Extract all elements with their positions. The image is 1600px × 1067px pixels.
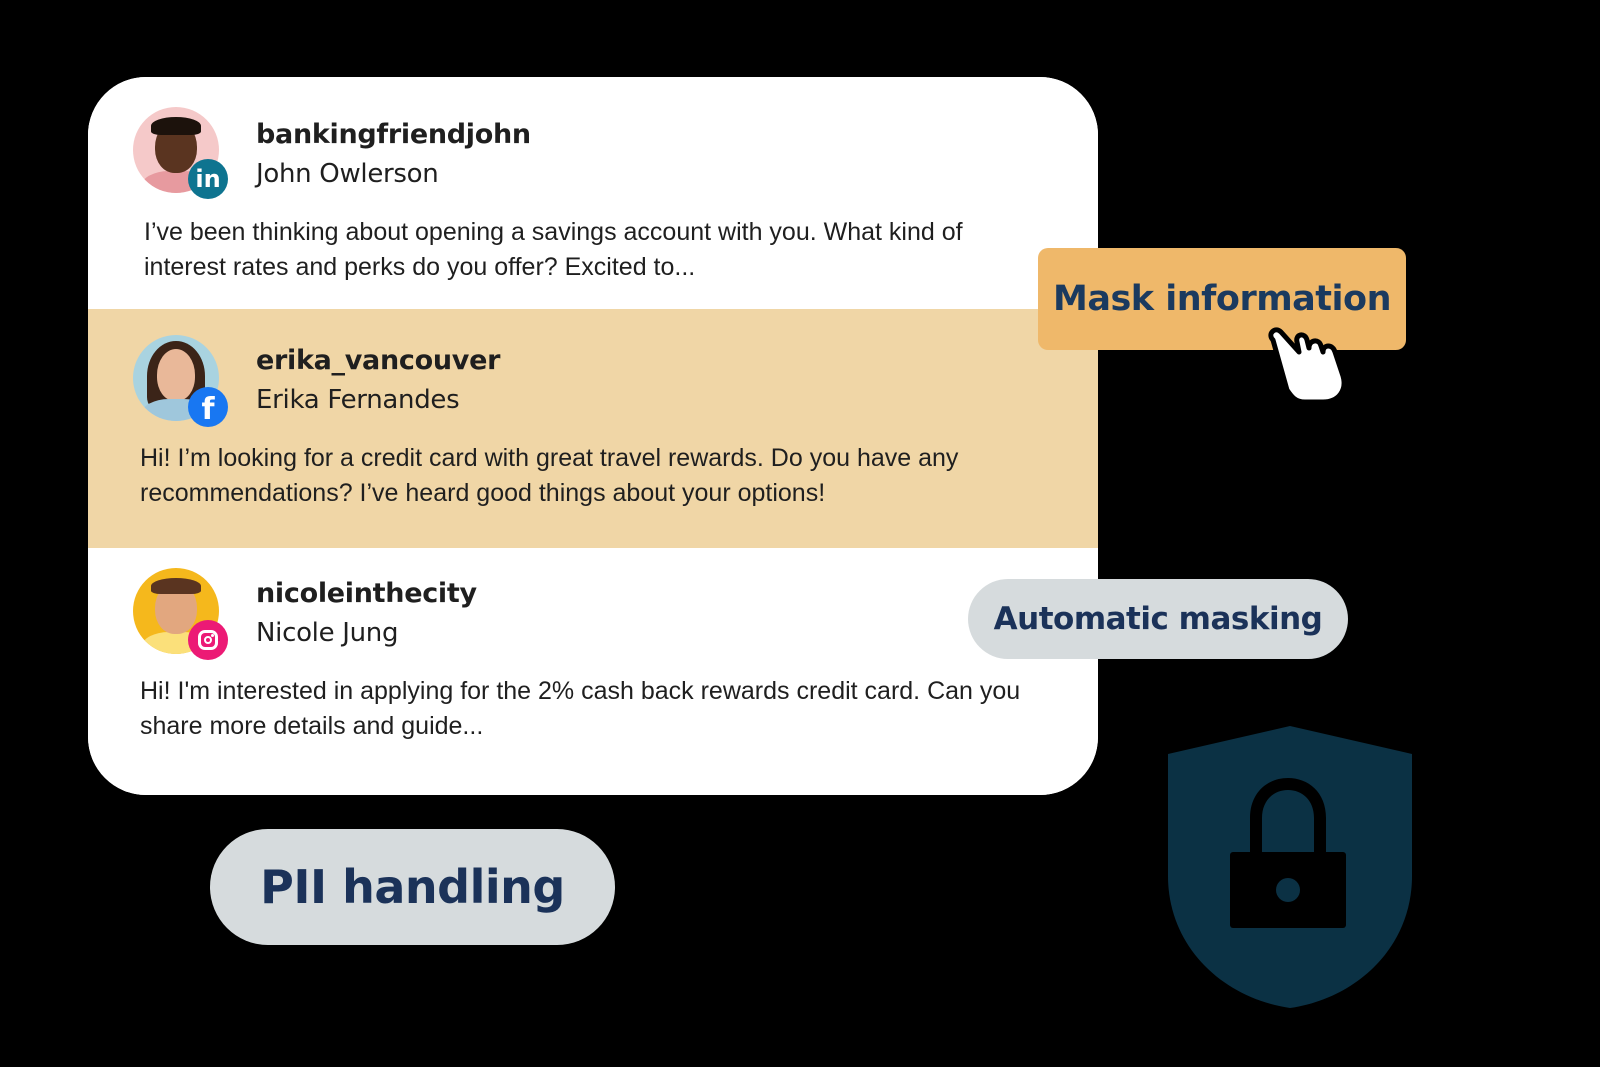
message-item[interactable] <box>88 548 1098 795</box>
message-list-card <box>88 77 1098 795</box>
linkedin-icon: in <box>188 159 228 199</box>
full-name: Nicole Jung <box>256 618 399 648</box>
username: nicoleinthecity <box>256 578 477 609</box>
instagram-icon <box>188 620 228 660</box>
message-item[interactable] <box>88 77 1098 309</box>
avatar <box>133 107 233 207</box>
message-body: I’ve been thinking about opening a savings account with you. What kind of interest rates and perks do you offer? Excited to... <box>144 218 963 281</box>
pii-handling-label: PII handling <box>210 829 615 945</box>
shield-lock-icon <box>1168 726 1412 1008</box>
avatar <box>133 568 233 668</box>
username: erika_vancouver <box>256 345 501 376</box>
automatic-masking-label: Automatic masking <box>968 579 1348 659</box>
avatar <box>133 335 233 435</box>
full-name: John Owlerson <box>256 159 439 189</box>
hand-pointer-icon <box>1265 320 1365 404</box>
message-item-highlighted[interactable] <box>88 309 1098 548</box>
full-name: Erika Fernandes <box>256 385 460 415</box>
message-body: Hi! I'm interested in applying for the 2% cash back rewards credit card. Can you share more details and guide... <box>140 677 1021 740</box>
mask-information-button[interactable]: Mask information <box>1038 248 1406 350</box>
message-body: Hi! I’m looking for a credit card with great travel rewards. Do you have any recommendations? I’ve heard good things about your options! <box>140 444 959 507</box>
facebook-icon: f <box>188 387 228 427</box>
username: bankingfriendjohn <box>256 119 531 150</box>
